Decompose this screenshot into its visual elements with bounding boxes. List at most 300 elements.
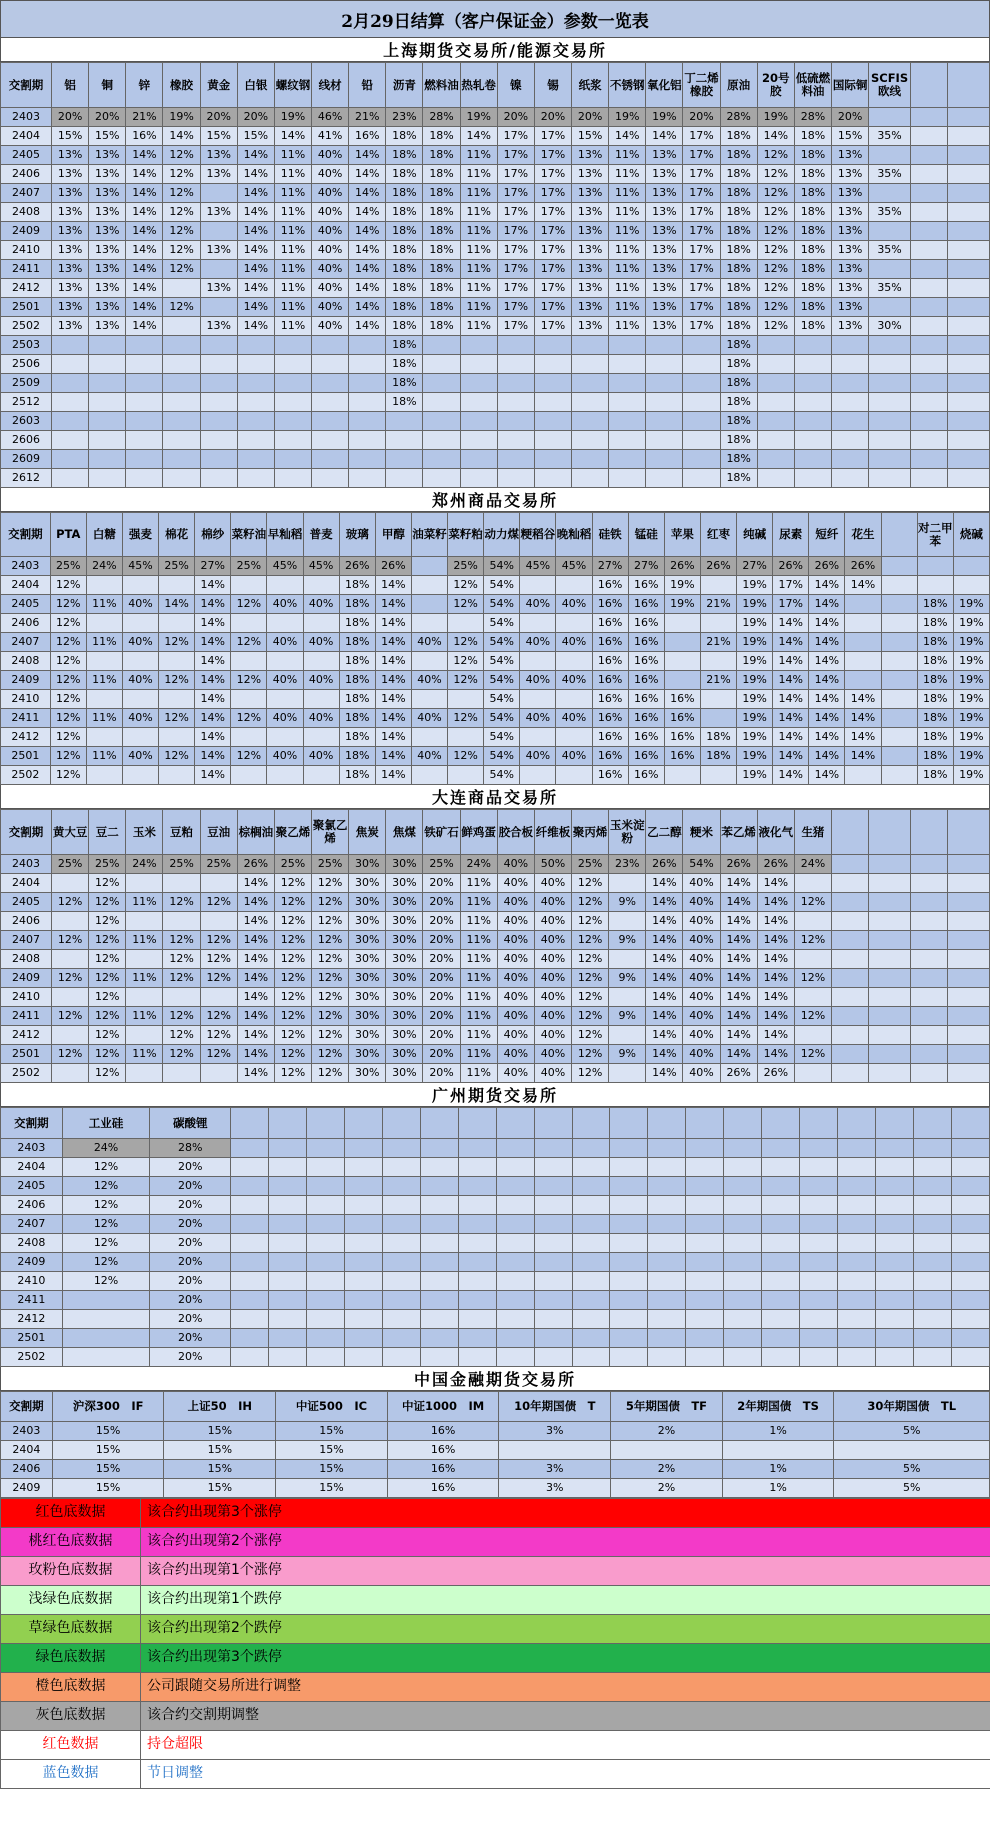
- margin-cell: 17%: [534, 203, 571, 222]
- margin-cell: 40%: [683, 969, 720, 988]
- margin-cell: 26%: [720, 1064, 757, 1083]
- margin-cell: 40%: [411, 747, 447, 766]
- margin-cell: [910, 988, 947, 1007]
- margin-cell: [948, 374, 990, 393]
- margin-cell: 20%: [150, 1310, 231, 1329]
- margin-cell: 14%: [237, 874, 274, 893]
- margin-cell: 54%: [484, 747, 520, 766]
- margin-cell: 54%: [484, 595, 520, 614]
- margin-cell: [683, 431, 720, 450]
- delivery-period-cell: 2412: [1, 1026, 52, 1045]
- margin-cell: 5%: [834, 1479, 990, 1498]
- margin-cell: 40%: [303, 709, 339, 728]
- margin-cell: [609, 988, 646, 1007]
- margin-cell: 13%: [572, 146, 609, 165]
- margin-table: [0, 62, 990, 488]
- column-header: 尿素: [773, 513, 809, 557]
- margin-cell: 30%: [386, 855, 423, 874]
- margin-cell: 13%: [572, 298, 609, 317]
- margin-cell: 11%: [460, 1045, 497, 1064]
- margin-cell: 17%: [683, 146, 720, 165]
- column-header: 螺纹钢: [274, 63, 311, 108]
- margin-cell: [648, 1310, 686, 1329]
- margin-cell: [89, 469, 126, 488]
- margin-cell: 17%: [497, 184, 534, 203]
- margin-cell: 12%: [794, 893, 831, 912]
- margin-cell: [89, 393, 126, 412]
- column-header: 白银: [237, 63, 274, 108]
- margin-cell: 12%: [274, 988, 311, 1007]
- margin-cell: [948, 1007, 990, 1026]
- margin-cell: 30%: [869, 317, 911, 336]
- table-row: [1, 355, 990, 374]
- margin-cell: 14%: [237, 950, 274, 969]
- margin-cell: 14%: [646, 988, 683, 1007]
- margin-cell: [876, 1291, 914, 1310]
- margin-cell: [724, 1291, 762, 1310]
- margin-cell: [274, 355, 311, 374]
- margin-cell: 14%: [195, 728, 231, 747]
- legend-label: 桃红色底数据: [1, 1528, 141, 1557]
- margin-cell: [913, 1348, 951, 1367]
- margin-cell: 11%: [86, 747, 122, 766]
- margin-cell: [948, 893, 990, 912]
- delivery-period-cell: 2403: [1, 1139, 63, 1158]
- margin-cell: 12%: [274, 931, 311, 950]
- margin-cell: 18%: [423, 260, 460, 279]
- margin-cell: [344, 1272, 382, 1291]
- margin-cell: 18%: [339, 633, 375, 652]
- margin-cell: 17%: [773, 595, 809, 614]
- margin-cell: 40%: [267, 633, 303, 652]
- margin-cell: [910, 1064, 947, 1083]
- margin-cell: [951, 1291, 989, 1310]
- table-row: [1, 1272, 990, 1291]
- margin-cell: 12%: [89, 1045, 126, 1064]
- margin-cell: [231, 1348, 269, 1367]
- table-row: [1, 1026, 990, 1045]
- margin-cell: 40%: [303, 747, 339, 766]
- column-header: 纤维板: [534, 810, 571, 855]
- margin-cell: [534, 1158, 572, 1177]
- margin-cell: 17%: [534, 241, 571, 260]
- column-header: 沪深300 IF: [52, 1392, 164, 1422]
- margin-cell: [269, 1177, 307, 1196]
- margin-cell: [448, 728, 484, 747]
- margin-cell: 27%: [737, 557, 773, 576]
- margin-cell: 12%: [794, 1045, 831, 1064]
- margin-cell: [948, 260, 990, 279]
- margin-cell: [881, 766, 917, 785]
- margin-cell: [646, 393, 683, 412]
- margin-cell: 40%: [520, 747, 556, 766]
- margin-cell: [646, 374, 683, 393]
- margin-table: [0, 512, 990, 785]
- margin-cell: 13%: [200, 203, 237, 222]
- margin-cell: 12%: [757, 317, 794, 336]
- margin-cell: [303, 728, 339, 747]
- margin-cell: 40%: [312, 317, 349, 336]
- margin-cell: 12%: [50, 652, 86, 671]
- legend-table: [0, 1498, 990, 1789]
- margin-cell: 14%: [720, 874, 757, 893]
- margin-cell: 2%: [611, 1479, 723, 1498]
- column-header: 锰硅: [628, 513, 664, 557]
- margin-cell: 18%: [386, 184, 423, 203]
- margin-cell: 12%: [200, 1045, 237, 1064]
- margin-cell: 30%: [386, 1007, 423, 1026]
- margin-cell: 16%: [592, 728, 628, 747]
- margin-cell: [382, 1272, 420, 1291]
- margin-cell: 40%: [312, 184, 349, 203]
- margin-cell: [869, 912, 911, 931]
- legend-row: [1, 1673, 990, 1702]
- margin-cell: [420, 1310, 458, 1329]
- margin-cell: [52, 450, 89, 469]
- margin-cell: [237, 450, 274, 469]
- margin-cell: 1%: [722, 1422, 834, 1441]
- margin-cell: 14%: [237, 912, 274, 931]
- margin-cell: [460, 412, 497, 431]
- margin-cell: [344, 1329, 382, 1348]
- margin-cell: [497, 355, 534, 374]
- table-row: [1, 203, 990, 222]
- legend-label: 绿色底数据: [1, 1644, 141, 1673]
- margin-cell: 12%: [62, 1158, 150, 1177]
- column-header-delivery: 交割期: [1, 810, 52, 855]
- margin-cell: 12%: [572, 1064, 609, 1083]
- margin-cell: 16%: [628, 766, 664, 785]
- margin-cell: [423, 374, 460, 393]
- margin-cell: [913, 1253, 951, 1272]
- margin-cell: 18%: [720, 184, 757, 203]
- margin-cell: 40%: [312, 260, 349, 279]
- margin-cell: [648, 1348, 686, 1367]
- margin-cell: [869, 222, 911, 241]
- margin-cell: [762, 1158, 800, 1177]
- margin-cell: [800, 1139, 838, 1158]
- margin-cell: [913, 1329, 951, 1348]
- margin-cell: [269, 1310, 307, 1329]
- margin-cell: [648, 1139, 686, 1158]
- margin-cell: 30%: [349, 912, 386, 931]
- margin-cell: 40%: [534, 950, 571, 969]
- margin-cell: 11%: [460, 912, 497, 931]
- margin-cell: [948, 412, 990, 431]
- margin-cell: 19%: [737, 747, 773, 766]
- margin-cell: 18%: [339, 595, 375, 614]
- margin-cell: 11%: [609, 203, 646, 222]
- margin-cell: 20%: [89, 108, 126, 127]
- margin-cell: [948, 874, 990, 893]
- margin-cell: 26%: [809, 557, 845, 576]
- margin-cell: 16%: [592, 633, 628, 652]
- column-header: 鲜鸡蛋: [460, 810, 497, 855]
- margin-cell: [951, 1139, 989, 1158]
- margin-cell: [460, 355, 497, 374]
- column-header: 铁矿石: [423, 810, 460, 855]
- margin-cell: 11%: [274, 146, 311, 165]
- margin-cell: [869, 874, 911, 893]
- margin-cell: 12%: [89, 912, 126, 931]
- margin-cell: 40%: [534, 874, 571, 893]
- margin-cell: [948, 969, 990, 988]
- margin-cell: [163, 450, 200, 469]
- margin-cell: 13%: [832, 241, 869, 260]
- column-header: [496, 1108, 534, 1139]
- table-row: [1, 431, 990, 450]
- legend-row: [1, 1702, 990, 1731]
- legend-row: [1, 1760, 990, 1789]
- margin-cell: [52, 988, 89, 1007]
- margin-cell: [572, 1348, 610, 1367]
- column-header: 豆粕: [163, 810, 200, 855]
- table-row: [1, 595, 990, 614]
- margin-cell: 14%: [237, 260, 274, 279]
- margin-cell: [609, 450, 646, 469]
- margin-cell: [910, 355, 947, 374]
- margin-cell: [572, 1310, 610, 1329]
- margin-cell: 18%: [720, 298, 757, 317]
- margin-cell: 14%: [349, 165, 386, 184]
- margin-cell: 40%: [312, 298, 349, 317]
- delivery-period-cell: 2404: [1, 576, 51, 595]
- margin-cell: [700, 576, 736, 595]
- column-header: 普麦: [303, 513, 339, 557]
- margin-cell: 30%: [349, 1064, 386, 1083]
- margin-cell: 12%: [163, 893, 200, 912]
- margin-cell: 30%: [349, 931, 386, 950]
- margin-cell: [951, 1348, 989, 1367]
- margin-cell: [52, 374, 89, 393]
- margin-cell: 21%: [700, 595, 736, 614]
- margin-cell: 13%: [646, 260, 683, 279]
- margin-cell: 40%: [556, 595, 592, 614]
- margin-cell: 18%: [794, 165, 831, 184]
- margin-cell: 14%: [349, 203, 386, 222]
- column-header: [832, 810, 869, 855]
- margin-cell: [700, 766, 736, 785]
- column-header: 沥青: [386, 63, 423, 108]
- delivery-period-cell: 2409: [1, 222, 52, 241]
- margin-table: [0, 1107, 990, 1367]
- margin-cell: 13%: [572, 165, 609, 184]
- margin-cell: [832, 469, 869, 488]
- margin-cell: 18%: [423, 222, 460, 241]
- margin-cell: 16%: [592, 576, 628, 595]
- margin-cell: [163, 374, 200, 393]
- margin-cell: [953, 576, 989, 595]
- margin-cell: 12%: [163, 241, 200, 260]
- column-header: 锌: [126, 63, 163, 108]
- margin-cell: 18%: [794, 184, 831, 203]
- margin-cell: 20%: [683, 108, 720, 127]
- margin-cell: 18%: [917, 747, 953, 766]
- margin-cell: [869, 893, 911, 912]
- legend-row: [1, 1731, 990, 1760]
- margin-cell: 46%: [312, 108, 349, 127]
- margin-cell: 14%: [646, 950, 683, 969]
- column-header: 碳酸锂: [150, 1108, 231, 1139]
- margin-cell: 9%: [609, 931, 646, 950]
- margin-cell: 14%: [646, 912, 683, 931]
- margin-cell: [686, 1291, 724, 1310]
- delivery-period-cell: 2412: [1, 728, 51, 747]
- column-header: 工业硅: [62, 1108, 150, 1139]
- margin-cell: 40%: [556, 747, 592, 766]
- margin-cell: [700, 709, 736, 728]
- margin-cell: 12%: [572, 969, 609, 988]
- margin-cell: [948, 393, 990, 412]
- margin-cell: [344, 1348, 382, 1367]
- margin-cell: 18%: [386, 355, 423, 374]
- margin-cell: [534, 1329, 572, 1348]
- margin-cell: [274, 336, 311, 355]
- margin-cell: 12%: [794, 931, 831, 950]
- margin-cell: 12%: [163, 931, 200, 950]
- margin-cell: [609, 1064, 646, 1083]
- margin-cell: 11%: [460, 1007, 497, 1026]
- margin-cell: [159, 614, 195, 633]
- margin-cell: [664, 766, 700, 785]
- margin-cell: 35%: [869, 279, 911, 298]
- margin-cell: [800, 1234, 838, 1253]
- margin-cell: [306, 1158, 344, 1177]
- margin-cell: 25%: [231, 557, 267, 576]
- margin-cell: 11%: [609, 279, 646, 298]
- column-header: [344, 1108, 382, 1139]
- margin-cell: 19%: [737, 690, 773, 709]
- margin-cell: 12%: [62, 1253, 150, 1272]
- margin-cell: 12%: [274, 1064, 311, 1083]
- margin-cell: [762, 1139, 800, 1158]
- table-row: [1, 1007, 990, 1026]
- margin-cell: 12%: [312, 912, 349, 931]
- margin-cell: [52, 1026, 89, 1045]
- margin-cell: 14%: [195, 576, 231, 595]
- margin-cell: [231, 1158, 269, 1177]
- margin-cell: 14%: [809, 614, 845, 633]
- margin-cell: 12%: [89, 969, 126, 988]
- column-header: 棕榈油: [237, 810, 274, 855]
- margin-cell: 12%: [50, 747, 86, 766]
- margin-cell: 18%: [386, 298, 423, 317]
- column-header: 铜: [89, 63, 126, 108]
- margin-cell: [448, 614, 484, 633]
- margin-cell: [411, 595, 447, 614]
- column-header: 氧化铝: [646, 63, 683, 108]
- margin-cell: 16%: [628, 576, 664, 595]
- margin-cell: [458, 1329, 496, 1348]
- margin-cell: 27%: [195, 557, 231, 576]
- margin-cell: 14%: [646, 893, 683, 912]
- margin-cell: [794, 1064, 831, 1083]
- margin-cell: [163, 912, 200, 931]
- margin-cell: 12%: [50, 633, 86, 652]
- margin-cell: [869, 184, 911, 203]
- margin-cell: 12%: [274, 950, 311, 969]
- column-header: 铅: [349, 63, 386, 108]
- margin-cell: 12%: [312, 874, 349, 893]
- margin-cell: [572, 1253, 610, 1272]
- margin-cell: [910, 317, 947, 336]
- margin-cell: [200, 469, 237, 488]
- margin-cell: 17%: [683, 184, 720, 203]
- margin-cell: 13%: [572, 241, 609, 260]
- margin-cell: 40%: [312, 165, 349, 184]
- margin-cell: [913, 1310, 951, 1329]
- margin-cell: 13%: [200, 146, 237, 165]
- margin-cell: 14%: [809, 728, 845, 747]
- margin-cell: 3%: [499, 1422, 611, 1441]
- margin-cell: [126, 374, 163, 393]
- margin-cell: [609, 374, 646, 393]
- margin-cell: 13%: [200, 317, 237, 336]
- margin-cell: [869, 1045, 911, 1064]
- margin-cell: [948, 988, 990, 1007]
- margin-cell: 15%: [164, 1441, 276, 1460]
- margin-cell: [520, 614, 556, 633]
- margin-cell: 40%: [497, 893, 534, 912]
- margin-cell: 14%: [845, 728, 881, 747]
- margin-cell: 12%: [312, 1064, 349, 1083]
- column-header: [948, 63, 990, 108]
- margin-cell: 11%: [274, 165, 311, 184]
- margin-cell: 28%: [794, 108, 831, 127]
- margin-cell: 30%: [386, 893, 423, 912]
- margin-cell: [62, 1348, 150, 1367]
- margin-cell: [910, 260, 947, 279]
- margin-cell: 13%: [52, 279, 89, 298]
- margin-cell: 24%: [460, 855, 497, 874]
- margin-cell: 18%: [386, 241, 423, 260]
- margin-cell: 14%: [845, 576, 881, 595]
- margin-cell: 30%: [349, 874, 386, 893]
- margin-cell: [534, 431, 571, 450]
- margin-cell: [948, 336, 990, 355]
- margin-cell: 30%: [349, 1045, 386, 1064]
- margin-cell: 16%: [628, 671, 664, 690]
- margin-cell: [948, 931, 990, 950]
- margin-cell: [910, 1007, 947, 1026]
- margin-cell: [572, 336, 609, 355]
- margin-cell: 14%: [159, 595, 195, 614]
- margin-cell: [163, 431, 200, 450]
- margin-cell: [312, 431, 349, 450]
- delivery-period-cell: 2404: [1, 127, 52, 146]
- column-header: [420, 1108, 458, 1139]
- table-row: [1, 165, 990, 184]
- margin-cell: 18%: [386, 279, 423, 298]
- margin-cell: 19%: [737, 671, 773, 690]
- margin-cell: [497, 336, 534, 355]
- column-header: [458, 1108, 496, 1139]
- margin-cell: 11%: [86, 671, 122, 690]
- margin-cell: 12%: [163, 260, 200, 279]
- margin-cell: 35%: [869, 127, 911, 146]
- margin-cell: 14%: [375, 747, 411, 766]
- margin-cell: 17%: [497, 165, 534, 184]
- margin-cell: 12%: [200, 969, 237, 988]
- margin-cell: [881, 595, 917, 614]
- column-header-delivery: 交割期: [1, 513, 51, 557]
- margin-cell: [648, 1177, 686, 1196]
- margin-cell: 18%: [339, 576, 375, 595]
- margin-cell: [344, 1310, 382, 1329]
- margin-cell: [556, 576, 592, 595]
- margin-cell: [757, 374, 794, 393]
- margin-cell: [349, 355, 386, 374]
